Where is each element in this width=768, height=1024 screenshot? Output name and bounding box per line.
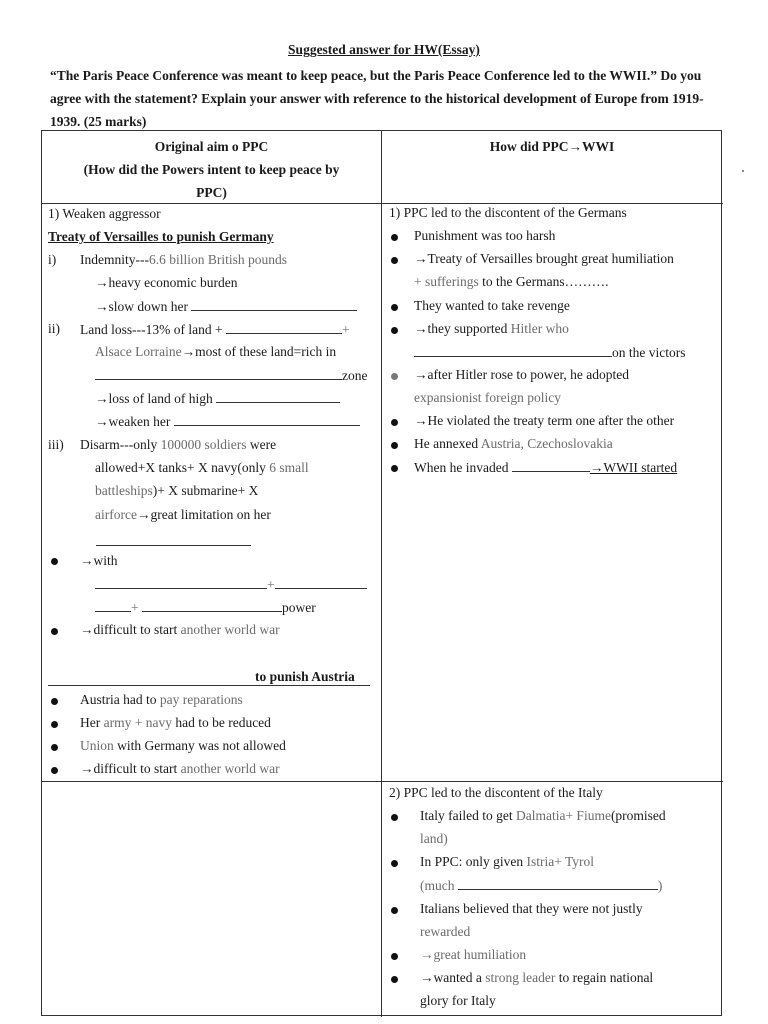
victors-line: on the victors	[414, 344, 686, 361]
roman-iii: iii)	[48, 437, 64, 452]
stray-mark	[742, 170, 744, 172]
bullet-icon	[51, 698, 58, 705]
bullet-icon	[391, 373, 398, 380]
istria-line: In PPC: only given Istria+ Tyrol	[420, 854, 595, 869]
justly-line: Italians believed that they were not justly	[420, 901, 643, 916]
bullet-icon	[51, 721, 58, 728]
violated-line: →He violated the treaty term one after the other	[414, 413, 675, 428]
power-rise-line: →after Hitler rose to power, he adopted	[414, 367, 630, 382]
bullet-icon	[391, 304, 398, 311]
land-high-line: →loss of land of high	[95, 390, 340, 407]
revenge-line: They wanted to take revenge	[414, 298, 570, 313]
dalmatia-line: Italy failed to get Dalmatia+ Fiume(promised	[420, 808, 666, 823]
right-column-header: How did PPC→WWI	[489, 139, 615, 154]
bullet-icon	[51, 767, 58, 774]
bullet-icon	[391, 234, 398, 241]
column-divider	[381, 131, 382, 1017]
bullet-icon	[391, 976, 398, 983]
roman-ii: ii)	[48, 321, 60, 336]
land-loss-line: Land loss---13% of land + +	[80, 322, 350, 337]
difficult-line: →difficult to start another world war	[80, 622, 280, 637]
disarm-line-2: allowed+X tanks+ X navy(only 6 small	[95, 460, 309, 475]
austria-army: Her army + navy had to be reduced	[80, 715, 271, 730]
bullet-icon	[391, 953, 398, 960]
sufferings-line: + sufferings to the Germans……….	[414, 274, 609, 289]
promised-land-line: land)	[420, 831, 448, 846]
slow-down-line: →slow down her	[95, 298, 357, 315]
austria-heading: to punish Austria	[255, 669, 355, 684]
document-title: Suggested answer for HW(Essay)	[288, 42, 480, 57]
left-header-line-2: (How did the Powers intent to keep peace by	[83, 162, 340, 177]
invaded-line: When he invaded →WWII started	[414, 460, 678, 475]
with-blank-line: +	[95, 576, 367, 593]
bullet-icon	[391, 465, 398, 472]
bullet-icon	[51, 744, 58, 751]
weaken-her-line: →weaken her	[95, 413, 360, 430]
austria-difficult: →difficult to start another world war	[80, 761, 280, 776]
disarm-line: Disarm---only 100000 soldiers were	[80, 437, 277, 452]
essay-question: “The Paris Peace Conference was meant to keep peace, but the Paris Peace Conference led to the WWII.” Do you agree with the statement? Explain your answer with reference to the historical development of Europe from 1919-1939. (25 marks)	[50, 68, 704, 129]
bullet-icon	[51, 558, 58, 565]
austria-reparations: Austria had to pay reparations	[80, 692, 243, 707]
zone-line: zone	[95, 367, 367, 384]
bullet-icon	[391, 907, 398, 914]
alsace-line: Alsace Lorraine→most of these land=rich in	[95, 344, 337, 359]
left-column-header	[42, 135, 381, 204]
disarm-line-3: battleships)+ X submarine+ X	[95, 483, 259, 498]
versailles-heading: Treaty of Versailles to punish Germany	[48, 229, 274, 244]
great-humiliation-line: →great humiliation	[420, 947, 527, 962]
bullet-icon	[391, 327, 398, 334]
austria-heading-rule	[48, 685, 370, 686]
left-header-line-3: PPC)	[196, 185, 227, 200]
heavy-burden-line: →heavy economic burden	[95, 275, 238, 290]
austria-union: Union with Germany was not allowed	[80, 738, 286, 753]
answer-blank	[96, 545, 251, 546]
point-2-italy: 2) PPC led to the discontent of the Italy	[389, 785, 603, 800]
hitler-line: →they supported Hitler who	[414, 321, 569, 336]
expansionist-line: expansionist foreign policy	[414, 390, 561, 405]
left-header-line-1: Original aim o PPC	[154, 139, 269, 154]
strong-leader-line: →wanted a strong leader to regain national	[420, 970, 654, 985]
point-1-weaken-aggressor: 1) Weaken aggressor	[48, 206, 161, 221]
roman-i: i)	[48, 252, 57, 267]
rewarded-line: rewarded	[420, 924, 471, 939]
much-line: (much )	[420, 878, 663, 893]
row-divider	[42, 781, 723, 782]
bullet-icon	[391, 257, 398, 264]
point-1-germans: 1) PPC led to the discontent of the Germans	[389, 205, 627, 220]
with-line: →with	[80, 553, 118, 568]
bullet-icon	[391, 419, 398, 426]
bullet-icon	[391, 814, 398, 821]
annexed-line: He annexed Austria, Czechoslovakia	[414, 436, 613, 451]
disarm-line-4: airforce→great limitation on her	[95, 507, 271, 522]
humiliation-line: →Treaty of Versailles brought great humiliation	[414, 251, 674, 266]
bullet-icon	[391, 860, 398, 867]
harsh-line: Punishment was too harsh	[414, 228, 556, 243]
indemnity-line: Indemnity---6.6 billion British pounds	[80, 252, 287, 267]
power-line: + power	[95, 599, 316, 616]
glory-line: glory for Italy	[420, 993, 496, 1008]
bullet-icon	[391, 442, 398, 449]
bullet-icon	[51, 628, 58, 635]
